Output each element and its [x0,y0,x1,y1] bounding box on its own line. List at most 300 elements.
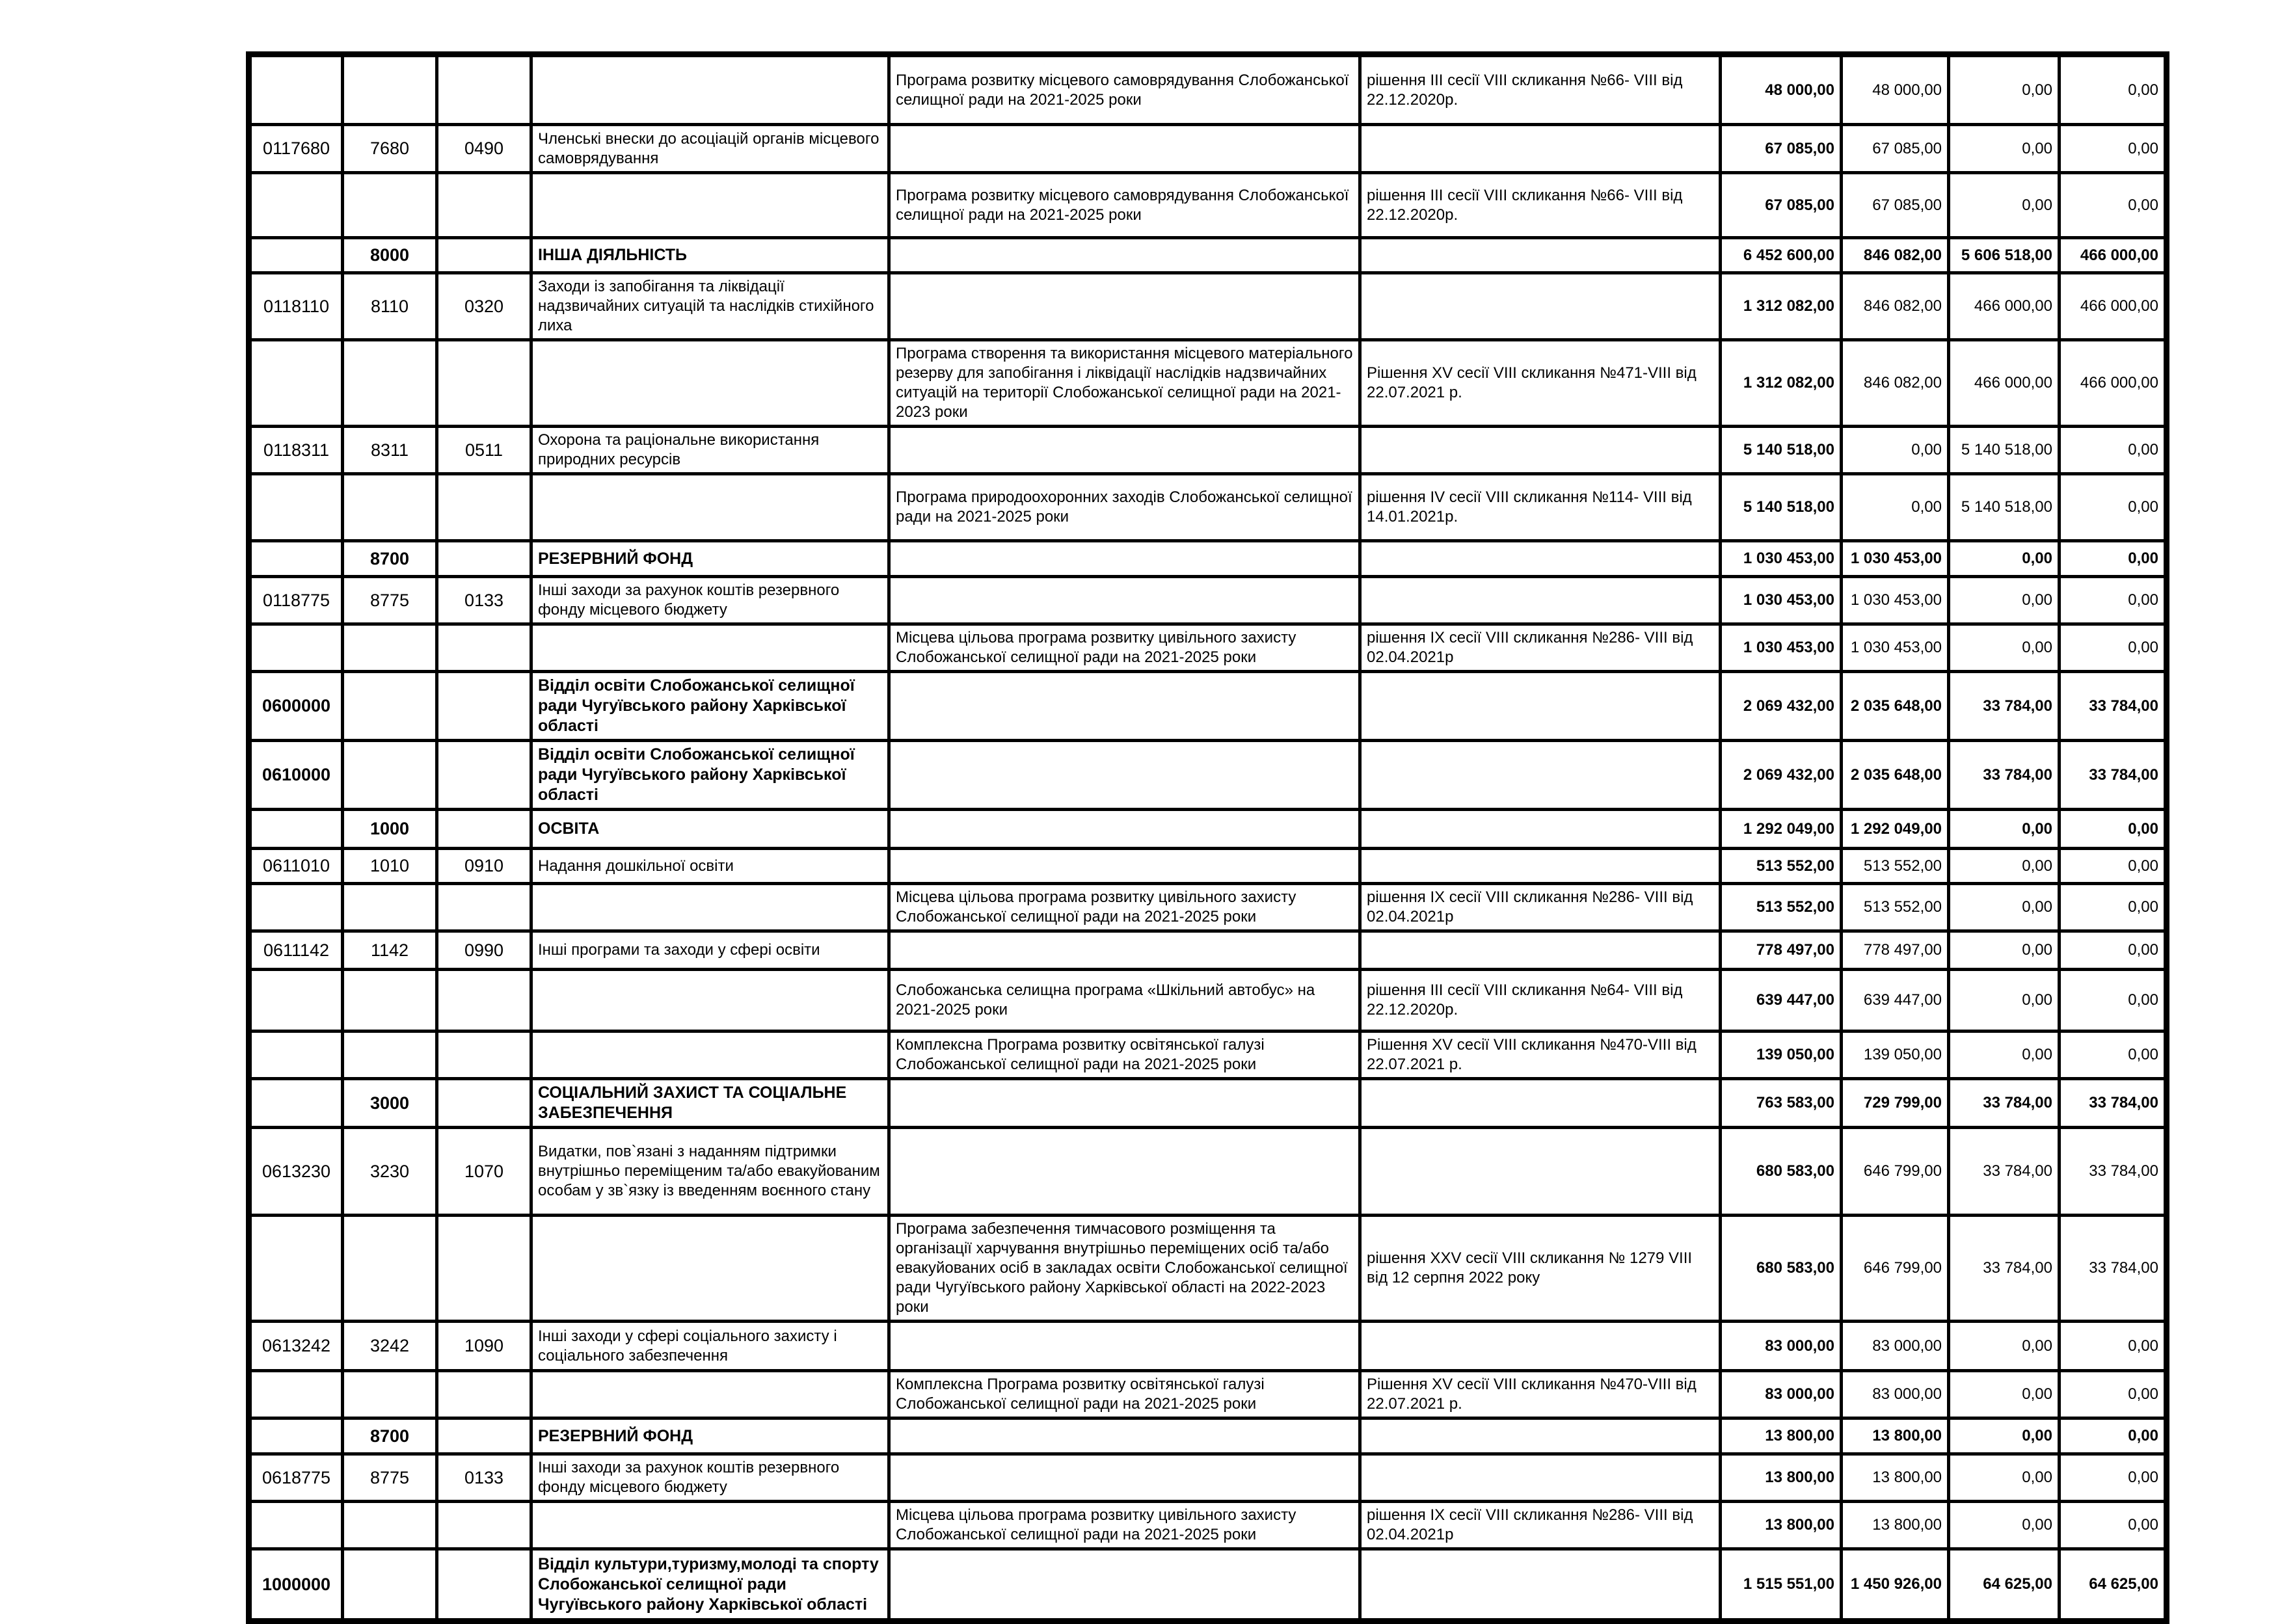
decision-ref-cell [1360,1454,1721,1502]
amount-cell: 6 452 600,00 [1721,238,1842,273]
amount-cell: 846 082,00 [1842,273,1949,340]
code-short-cell: 8700 [343,541,437,577]
amount-cell: 846 082,00 [1842,238,1949,273]
program-name-cell: Комплексна Програма розвитку освітянської галузі Слобожанської селищної ради на 2021-2025 роки [889,1371,1360,1418]
amount-cell: 2 035 648,00 [1842,741,1949,810]
program-name-cell: Слобожанська селищна програма «Шкільний автобус» на 2021-2025 роки [889,970,1360,1032]
code-func-cell [437,1549,531,1621]
description-cell: Заходи із запобігання та ліквідації надзвичайних ситуацій та наслідків стихійного лиха [531,273,889,340]
amount-cell: 513 552,00 [1842,849,1949,884]
description-cell [531,340,889,427]
table-row [249,577,2167,624]
program-name-cell: Місцева цільова програма розвитку цивільного захисту Слобожанської селищної ради на 2021-2025 роки [889,884,1360,931]
amount-cell: 0,00 [2060,1418,2167,1454]
code-short-cell [343,672,437,741]
table-row [249,1502,2167,1549]
code-func-cell [437,1032,531,1079]
program-name-cell [889,1322,1360,1371]
amount-cell: 33 784,00 [2060,741,2167,810]
amount-cell: 0,00 [2060,541,2167,577]
code-func-cell [437,238,531,273]
decision-ref-cell: Рішення XV сесії VIII скликання №470-VIII від 22.07.2021 р. [1360,1032,1721,1079]
code-func-cell [437,541,531,577]
amount-cell: 729 799,00 [1842,1079,1949,1128]
code-full-cell [249,970,343,1032]
amount-cell: 13 800,00 [1842,1454,1949,1502]
code-full-cell: 0600000 [249,672,343,741]
amount-cell: 1 515 551,00 [1721,1549,1842,1621]
amount-cell: 1 030 453,00 [1842,577,1949,624]
description-cell: Інші заходи за рахунок коштів резервного фонду місцевого бюджету [531,1454,889,1502]
code-short-cell: 8110 [343,273,437,340]
amount-cell: 0,00 [2060,1454,2167,1502]
table-row [249,340,2167,427]
description-cell [531,1216,889,1322]
program-name-cell [889,541,1360,577]
amount-cell: 67 085,00 [1721,125,1842,173]
code-full-cell: 1000000 [249,1549,343,1621]
amount-cell: 0,00 [1949,55,2060,125]
amount-cell: 0,00 [1949,810,2060,849]
program-name-cell [889,931,1360,970]
code-func-cell: 0133 [437,1454,531,1502]
program-name-cell [889,1418,1360,1454]
table-row [249,1549,2167,1621]
code-full-cell: 0118775 [249,577,343,624]
description-cell [531,55,889,125]
amount-cell: 5 606 518,00 [1949,238,2060,273]
description-cell: Відділ освіти Слобожанської селищної ради Чугуївського району Харківської області [531,672,889,741]
amount-cell: 5 140 518,00 [1949,474,2060,541]
decision-ref-cell [1360,1549,1721,1621]
code-short-cell: 3230 [343,1128,437,1216]
table-row [249,810,2167,849]
amount-cell: 0,00 [1949,1502,2060,1549]
program-name-cell [889,238,1360,273]
amount-cell: 33 784,00 [1949,1079,2060,1128]
program-name-cell: Програма природоохоронних заходів Слобожанської селищної ради на 2021-2025 роки [889,474,1360,541]
code-short-cell: 1000 [343,810,437,849]
amount-cell: 0,00 [2060,810,2167,849]
amount-cell: 0,00 [1842,427,1949,474]
decision-ref-cell [1360,672,1721,741]
amount-cell: 64 625,00 [2060,1549,2167,1621]
description-cell: Видатки, пов`язані з наданням підтримки внутрішньо переміщеним та/або евакуйованим особам у зв`язку із введенням воєнного стану [531,1128,889,1216]
description-cell: Відділ культури,туризму,молоді та спорту Слобожанської селищної ради Чугуївського району Харківської області [531,1549,889,1621]
amount-cell: 1 292 049,00 [1842,810,1949,849]
amount-cell: 466 000,00 [1949,273,2060,340]
amount-cell: 0,00 [1949,1322,2060,1371]
table-row [249,1418,2167,1454]
amount-cell: 1 450 926,00 [1842,1549,1949,1621]
code-func-cell: 1090 [437,1322,531,1371]
description-cell [531,1032,889,1079]
code-short-cell: 1010 [343,849,437,884]
amount-cell: 0,00 [2060,1371,2167,1418]
program-name-cell [889,1549,1360,1621]
description-cell: РЕЗЕРВНИЙ ФОНД [531,541,889,577]
amount-cell: 33 784,00 [1949,741,2060,810]
decision-ref-cell [1360,849,1721,884]
code-full-cell [249,1418,343,1454]
amount-cell: 13 800,00 [1842,1502,1949,1549]
amount-cell: 64 625,00 [1949,1549,2060,1621]
code-func-cell: 0133 [437,577,531,624]
amount-cell: 1 030 453,00 [1721,577,1842,624]
amount-cell: 83 000,00 [1842,1371,1949,1418]
amount-cell: 0,00 [1949,173,2060,238]
decision-ref-cell: рішення III сесії VIII скликання №66- VIII від 22.12.2020р. [1360,55,1721,125]
code-short-cell: 7680 [343,125,437,173]
program-name-cell: Місцева цільова програма розвитку цивільного захисту Слобожанської селищної ради на 2021-2025 роки [889,624,1360,672]
amount-cell: 0,00 [1949,1418,2060,1454]
code-short-cell [343,474,437,541]
amount-cell: 680 583,00 [1721,1216,1842,1322]
amount-cell: 2 035 648,00 [1842,672,1949,741]
code-short-cell: 3000 [343,1079,437,1128]
amount-cell: 646 799,00 [1842,1216,1949,1322]
decision-ref-cell: рішення IX сесії VIII скликання №286- VIII від 02.04.2021р [1360,1502,1721,1549]
table-row [249,624,2167,672]
decision-ref-cell: рішення XXV сесії VIII скликання № 1279 VIII від 12 серпня 2022 року [1360,1216,1721,1322]
code-full-cell [249,1032,343,1079]
code-full-cell: 0118110 [249,273,343,340]
amount-cell: 5 140 518,00 [1721,427,1842,474]
amount-cell: 13 800,00 [1721,1502,1842,1549]
amount-cell: 0,00 [2060,427,2167,474]
code-full-cell [249,1216,343,1322]
amount-cell: 0,00 [1949,541,2060,577]
program-name-cell [889,849,1360,884]
decision-ref-cell [1360,541,1721,577]
amount-cell: 466 000,00 [1949,340,2060,427]
table-row [249,541,2167,577]
decision-ref-cell [1360,238,1721,273]
decision-ref-cell [1360,427,1721,474]
code-func-cell [437,1502,531,1549]
amount-cell: 0,00 [2060,1502,2167,1549]
code-func-cell: 0990 [437,931,531,970]
code-full-cell: 0117680 [249,125,343,173]
code-func-cell [437,1371,531,1418]
code-short-cell: 8775 [343,1454,437,1502]
amount-cell: 1 312 082,00 [1721,273,1842,340]
code-func-cell: 0320 [437,273,531,340]
amount-cell: 466 000,00 [2060,238,2167,273]
code-full-cell [249,624,343,672]
amount-cell: 67 085,00 [1721,173,1842,238]
code-full-cell [249,173,343,238]
decision-ref-cell: рішення IX сесії VIII скликання №286- VIII від 02.04.2021р [1360,884,1721,931]
table-row [249,273,2167,340]
description-cell: Інші заходи у сфері соціального захисту і соціального забезпечення [531,1322,889,1371]
table-row [249,672,2167,741]
budget-table [246,51,2169,1624]
code-short-cell: 8775 [343,577,437,624]
amount-cell: 33 784,00 [2060,672,2167,741]
amount-cell: 5 140 518,00 [1721,474,1842,541]
amount-cell: 0,00 [2060,474,2167,541]
amount-cell: 83 000,00 [1721,1322,1842,1371]
amount-cell: 13 800,00 [1842,1418,1949,1454]
amount-cell: 1 292 049,00 [1721,810,1842,849]
table-row [249,1216,2167,1322]
table-row [249,741,2167,810]
code-full-cell: 0618775 [249,1454,343,1502]
amount-cell: 0,00 [2060,55,2167,125]
amount-cell: 1 030 453,00 [1721,624,1842,672]
table-row [249,173,2167,238]
amount-cell: 33 784,00 [2060,1079,2167,1128]
code-short-cell [343,624,437,672]
code-full-cell [249,1371,343,1418]
amount-cell: 0,00 [1949,577,2060,624]
amount-cell: 1 030 453,00 [1721,541,1842,577]
decision-ref-cell: рішення IV сесії VIII скликання №114- VIII від 14.01.2021р. [1360,474,1721,541]
amount-cell: 466 000,00 [2060,273,2167,340]
program-name-cell [889,672,1360,741]
program-name-cell [889,1079,1360,1128]
code-full-cell [249,1079,343,1128]
code-short-cell [343,1032,437,1079]
table-row [249,474,2167,541]
code-full-cell [249,810,343,849]
code-func-cell [437,55,531,125]
amount-cell: 778 497,00 [1721,931,1842,970]
program-name-cell [889,125,1360,173]
amount-cell: 466 000,00 [2060,340,2167,427]
amount-cell: 639 447,00 [1721,970,1842,1032]
amount-cell: 646 799,00 [1842,1128,1949,1216]
amount-cell: 846 082,00 [1842,340,1949,427]
code-full-cell [249,884,343,931]
table-row [249,1371,2167,1418]
amount-cell: 0,00 [1949,1371,2060,1418]
code-full-cell [249,541,343,577]
amount-cell: 680 583,00 [1721,1128,1842,1216]
program-name-cell: Програма розвитку місцевого самоврядування Слобожанської селищної ради на 2021-2025 роки [889,55,1360,125]
code-func-cell: 0511 [437,427,531,474]
decision-ref-cell: рішення IX сесії VIII скликання №286- VIII від 02.04.2021р [1360,624,1721,672]
code-full-cell [249,1502,343,1549]
amount-cell: 0,00 [2060,931,2167,970]
amount-cell: 33 784,00 [1949,1216,2060,1322]
code-func-cell [437,884,531,931]
amount-cell: 48 000,00 [1842,55,1949,125]
program-name-cell: Комплексна Програма розвитку освітянської галузі Слобожанської селищної ради на 2021-2025 роки [889,1032,1360,1079]
amount-cell: 0,00 [2060,125,2167,173]
code-func-cell [437,474,531,541]
amount-cell: 0,00 [2060,1322,2167,1371]
code-short-cell: 1142 [343,931,437,970]
code-func-cell [437,1418,531,1454]
description-cell [531,1502,889,1549]
decision-ref-cell [1360,1322,1721,1371]
description-cell: Інші програми та заходи у сфері освіти [531,931,889,970]
amount-cell: 83 000,00 [1721,1371,1842,1418]
code-short-cell [343,1502,437,1549]
amount-cell: 0,00 [2060,970,2167,1032]
description-cell: Відділ освіти Слобожанської селищної ради Чугуївського району Харківської області [531,741,889,810]
code-short-cell [343,1371,437,1418]
description-cell: ІНША ДІЯЛЬНІСТЬ [531,238,889,273]
program-name-cell [889,810,1360,849]
amount-cell: 0,00 [2060,849,2167,884]
table-row [249,1128,2167,1216]
code-short-cell: 3242 [343,1322,437,1371]
code-full-cell: 0611010 [249,849,343,884]
code-func-cell [437,672,531,741]
table-row [249,55,2167,125]
amount-cell: 1 312 082,00 [1721,340,1842,427]
amount-cell: 513 552,00 [1842,884,1949,931]
amount-cell: 0,00 [1842,474,1949,541]
amount-cell: 0,00 [1949,849,2060,884]
decision-ref-cell [1360,273,1721,340]
table-row [249,1454,2167,1502]
decision-ref-cell [1360,810,1721,849]
table-row [249,1032,2167,1079]
amount-cell: 67 085,00 [1842,173,1949,238]
code-full-cell: 0613242 [249,1322,343,1371]
table-row [249,970,2167,1032]
table-row [249,849,2167,884]
program-name-cell: Програма розвитку місцевого самоврядування Слобожанської селищної ради на 2021-2025 роки [889,173,1360,238]
program-name-cell: Програма створення та використання місцевого матеріального резерву для запобігання і ліквідації наслідків надзвичайних ситуацій на території Слобожанської селищної ради на 2021-2023 роки [889,340,1360,427]
program-name-cell: Програма забезпечення тимчасового розміщення та організації харчування внутрішньо переміщених осіб та/або евакуйованих осіб в закладах освіти Слобожанської селищної ради Чугуївського району Харківської області на 2022-2023 роки [889,1216,1360,1322]
amount-cell: 0,00 [1949,1454,2060,1502]
program-name-cell: Місцева цільова програма розвитку цивільного захисту Слобожанської селищної ради на 2021-2025 роки [889,1502,1360,1549]
amount-cell: 639 447,00 [1842,970,1949,1032]
amount-cell: 0,00 [2060,884,2167,931]
amount-cell: 0,00 [2060,1032,2167,1079]
description-cell: Надання дошкільної освіти [531,849,889,884]
amount-cell: 13 800,00 [1721,1454,1842,1502]
description-cell [531,173,889,238]
code-short-cell: 8311 [343,427,437,474]
amount-cell: 513 552,00 [1721,884,1842,931]
amount-cell: 0,00 [2060,173,2167,238]
table-row [249,884,2167,931]
code-full-cell [249,474,343,541]
code-func-cell [437,1079,531,1128]
amount-cell: 1 030 453,00 [1842,624,1949,672]
code-func-cell [437,810,531,849]
code-short-cell: 8000 [343,238,437,273]
code-full-cell: 0611142 [249,931,343,970]
amount-cell: 13 800,00 [1721,1418,1842,1454]
description-cell [531,970,889,1032]
code-short-cell [343,173,437,238]
amount-cell: 2 069 432,00 [1721,672,1842,741]
amount-cell: 0,00 [1949,970,2060,1032]
code-full-cell: 0613230 [249,1128,343,1216]
decision-ref-cell: рішення III сесії VIII скликання №64- VIII від 22.12.2020р. [1360,970,1721,1032]
program-name-cell [889,427,1360,474]
table-row [249,931,2167,970]
decision-ref-cell: рішення III сесії VIII скликання №66- VIII від 22.12.2020р. [1360,173,1721,238]
amount-cell: 0,00 [1949,125,2060,173]
description-cell [531,1371,889,1418]
code-func-cell [437,741,531,810]
description-cell: СОЦІАЛЬНИЙ ЗАХИСТ ТА СОЦІАЛЬНЕ ЗАБЕЗПЕЧЕННЯ [531,1079,889,1128]
amount-cell: 513 552,00 [1721,849,1842,884]
code-func-cell: 1070 [437,1128,531,1216]
amount-cell: 0,00 [2060,624,2167,672]
code-full-cell: 0610000 [249,741,343,810]
code-short-cell: 8700 [343,1418,437,1454]
program-name-cell [889,273,1360,340]
amount-cell: 5 140 518,00 [1949,427,2060,474]
code-short-cell [343,970,437,1032]
code-short-cell [343,1216,437,1322]
table-row [249,1322,2167,1371]
table-row [249,238,2167,273]
amount-cell: 763 583,00 [1721,1079,1842,1128]
amount-cell: 0,00 [2060,577,2167,624]
description-cell: Членські внески до асоціацій органів місцевого самоврядування [531,125,889,173]
description-cell: ОСВІТА [531,810,889,849]
decision-ref-cell: Рішення XV сесії VIII скликання №471-VIII від 22.07.2021 р. [1360,340,1721,427]
code-func-cell [437,340,531,427]
amount-cell: 1 030 453,00 [1842,541,1949,577]
code-func-cell [437,624,531,672]
decision-ref-cell [1360,1079,1721,1128]
code-full-cell [249,340,343,427]
amount-cell: 67 085,00 [1842,125,1949,173]
amount-cell: 139 050,00 [1842,1032,1949,1079]
table-row [249,125,2167,173]
table-row [249,1079,2167,1128]
code-short-cell [343,884,437,931]
code-func-cell: 0910 [437,849,531,884]
amount-cell: 0,00 [1949,1032,2060,1079]
code-full-cell [249,238,343,273]
decision-ref-cell [1360,1418,1721,1454]
code-func-cell [437,1216,531,1322]
code-short-cell [343,741,437,810]
program-name-cell [889,741,1360,810]
description-cell [531,884,889,931]
amount-cell: 33 784,00 [1949,672,2060,741]
amount-cell: 33 784,00 [2060,1216,2167,1322]
table-row [249,427,2167,474]
code-short-cell [343,340,437,427]
amount-cell: 83 000,00 [1842,1322,1949,1371]
code-short-cell [343,55,437,125]
decision-ref-cell [1360,125,1721,173]
decision-ref-cell [1360,931,1721,970]
description-cell [531,624,889,672]
amount-cell: 33 784,00 [1949,1128,2060,1216]
amount-cell: 778 497,00 [1842,931,1949,970]
code-short-cell [343,1549,437,1621]
code-func-cell [437,173,531,238]
code-full-cell [249,55,343,125]
description-cell [531,474,889,541]
code-func-cell: 0490 [437,125,531,173]
program-name-cell [889,577,1360,624]
amount-cell: 0,00 [1949,624,2060,672]
amount-cell: 139 050,00 [1721,1032,1842,1079]
description-cell: Інші заходи за рахунок коштів резервного фонду місцевого бюджету [531,577,889,624]
amount-cell: 0,00 [1949,931,2060,970]
description-cell: Охорона та раціональне використання природних ресурсів [531,427,889,474]
code-func-cell [437,970,531,1032]
amount-cell: 33 784,00 [2060,1128,2167,1216]
decision-ref-cell [1360,741,1721,810]
code-full-cell: 0118311 [249,427,343,474]
